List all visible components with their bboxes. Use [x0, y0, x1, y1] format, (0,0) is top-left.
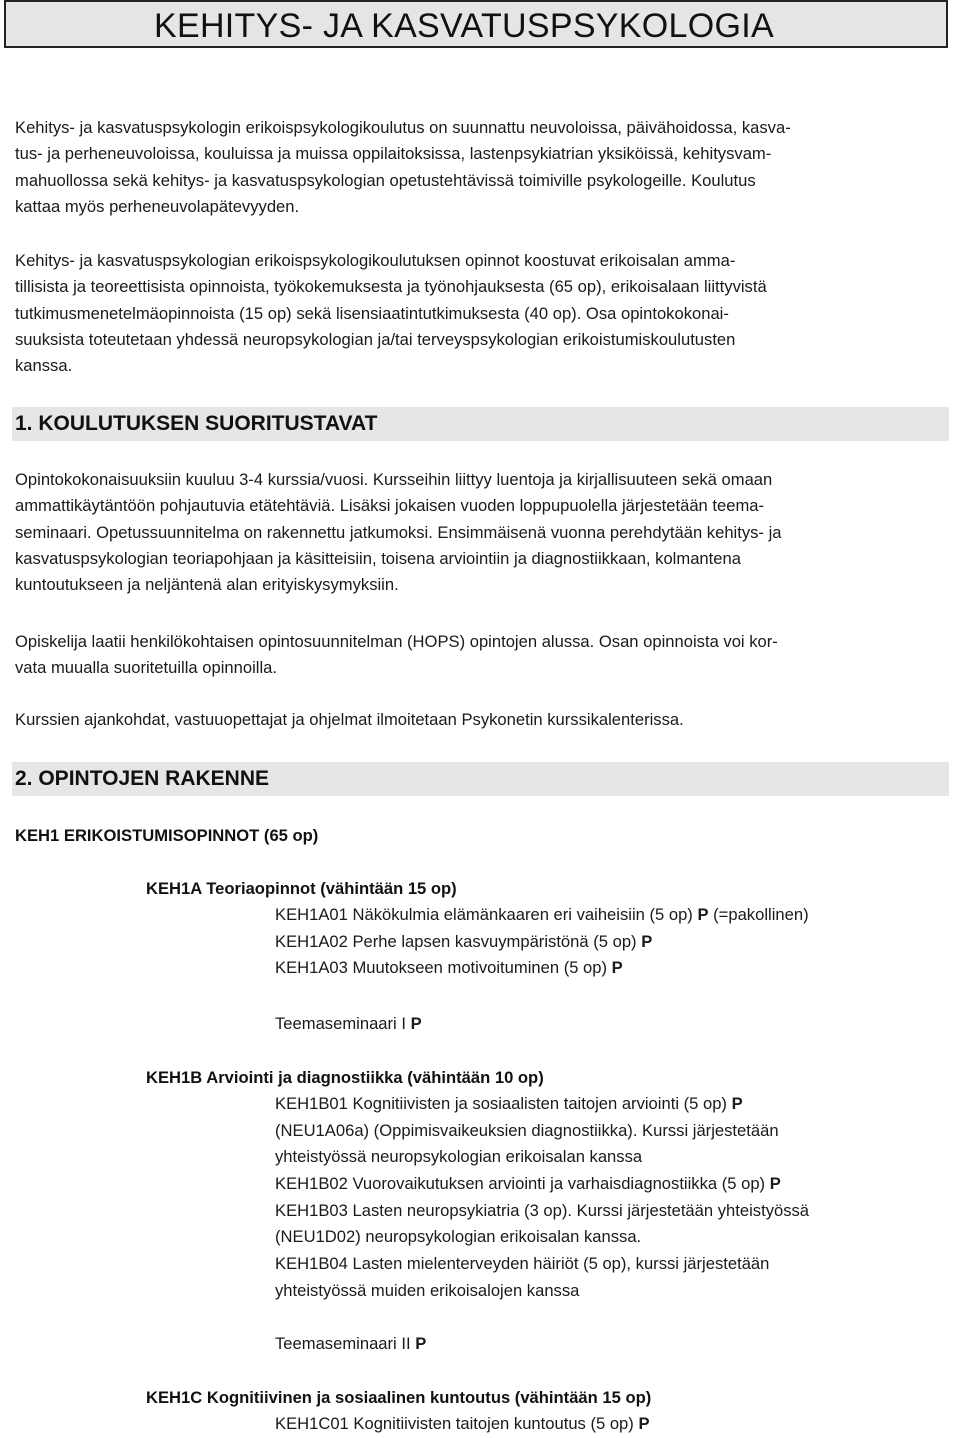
text-line: suuksista toteutetaan yhdessä neuropsykologian ja/tai terveyspsykologian erikoistumiskoulutusten — [15, 329, 736, 349]
mandatory-legend: (=pakollinen) — [708, 905, 809, 924]
course-note: (NEU1A06a) (Oppimisvaikeuksien diagnostiikka). Kurssi järjestetään — [275, 1120, 779, 1140]
text-line: Opintokokonaisuuksiin kuuluu 3-4 kurssia/vuosi. Kursseihin liittyy luentoja ja kirjallisuuteen sekä omaan — [15, 470, 773, 489]
course-item — [275, 1171, 809, 1198]
group-b-seminar — [275, 1331, 426, 1358]
section-2-heading: 2. OPINTOJEN RAKENNE — [15, 767, 269, 790]
mandatory-mark: P — [410, 1014, 422, 1033]
group-c-title: KEH1C Kognitiivinen ja sosiaalinen kuntoutus (vähintään 15 op) — [146, 1388, 652, 1407]
mandatory-mark: P — [415, 1334, 427, 1353]
intro-paragraph — [15, 115, 945, 220]
course-note: yhteistyössä neuropsykologian erikoisalan kanssa — [275, 1147, 643, 1167]
seminar-text: Teemaseminaari II — [275, 1334, 416, 1353]
mandatory-mark: P — [611, 958, 623, 978]
course-text: KEH1B02 Vuorovaikutuksen arviointi ja varhaisdiagnostiikka (5 op) — [275, 1174, 770, 1194]
keh1-title: KEH1 ERIKOISTUMISOPINNOT (65 op) — [15, 826, 319, 845]
text-line: ammattikäytäntöön pohjautuvia etätehtäviä. Lisäksi jokaisen vuoden loppupuolella järjestetään teema- — [15, 496, 765, 516]
text-line: kanssa. — [15, 356, 73, 376]
section-1-heading: 1. KOULUTUKSEN SUORITUSTAVAT — [15, 412, 378, 435]
course-item: KEH1B03 Lasten neuropsykiatria (3 op). Kurssi järjestetään yhteistyössä — [275, 1200, 810, 1220]
mandatory-mark: P — [641, 931, 653, 951]
course-text: KEH1B01 Kognitiivisten ja sosiaalisten taitojen arviointi (5 op) — [275, 1094, 732, 1113]
group-a-course-list — [275, 902, 809, 982]
course-item — [275, 1411, 650, 1438]
mandatory-mark: P — [697, 905, 709, 924]
text-line: kasvatuspsykologian teoriapohjaan ja käsitteisiin, toisena arviointiin ja diagnostiikkaan, kolmantena — [15, 548, 741, 568]
text-line: seminaari. Opetussuunnitelma on rakennettu jatkumoksi. Ensimmäisenä vuonna perehdytään kehitys- ja — [15, 522, 782, 542]
course-item — [275, 929, 809, 956]
text-line: tus- ja perheneuvoloissa, kouluissa ja muissa oppilaitoksissa, lastenpsykiatrian yksiköissä, kehitysvam- — [15, 144, 772, 164]
text-line: vata muualla suoritetuilla opinnoilla. — [15, 658, 277, 678]
course-item — [275, 955, 809, 982]
text-line: Kurssien ajankohdat, vastuuopettajat ja ohjelmat ilmoitetaan Psykonetin kurssikalenterissa. — [15, 710, 684, 729]
text-line: tillisista ja teoreettisista opinnoista, työkokemuksesta ja työnohjauksesta (65 op), erikoisalaan liittyvistä — [15, 277, 767, 297]
mandatory-mark: P — [638, 1414, 650, 1433]
mandatory-mark: P — [769, 1174, 781, 1194]
group-c-course-list — [275, 1411, 650, 1438]
course-note: (NEU1D02) neuropsykologian erikoisalan kanssa. — [275, 1227, 642, 1247]
page-title: KEHITYS- JA KASVATUSPSYKOLOGIA — [154, 7, 774, 45]
text-line: Kehitys- ja kasvatuspsykologian erikoispsykologikoulutuksen opinnot koostuvat erikoisalan amma- — [15, 251, 736, 270]
text-line: Opiskelija laatii henkilökohtaisen opintosuunnitelman (HOPS) opintojen alussa. Osan opinnoista voi kor- — [15, 632, 778, 651]
group-b-course-list — [275, 1091, 809, 1305]
section-1-paragraph-2 — [15, 629, 945, 682]
group-a-title: KEH1A Teoriaopinnot (vähintään 15 op) — [146, 879, 457, 898]
seminar-text: Teemaseminaari I — [275, 1014, 411, 1033]
course-item — [275, 902, 809, 929]
section-2-heading-bar — [12, 762, 949, 796]
structure-paragraph — [15, 248, 945, 379]
course-note: yhteistyössä muiden erikoisalojen kanssa — [275, 1280, 580, 1300]
mandatory-mark: P — [731, 1094, 743, 1113]
section-1-paragraph-3 — [15, 707, 945, 733]
group-a-seminar — [275, 1011, 422, 1038]
course-text: KEH1C01 Kognitiivisten taitojen kuntoutus (5 op) — [275, 1414, 639, 1433]
course-item — [275, 1091, 809, 1118]
text-line: Kehitys- ja kasvatuspsykologin erikoispsykologikoulutus on suunnattu neuvoloissa, päivähoidossa, kasva- — [15, 118, 791, 137]
course-text: KEH1A01 Näkökulmia elämänkaaren eri vaiheisiin (5 op) — [275, 905, 698, 924]
section-1-heading-bar — [12, 407, 949, 441]
text-line: mahuollossa sekä kehitys- ja kasvatuspsykologian opetustehtävissä toimiville psykologeille. Koulutus — [15, 170, 756, 190]
title-banner — [4, 0, 948, 48]
group-b-title: KEH1B Arviointi ja diagnostiikka (vähintään 10 op) — [146, 1068, 544, 1087]
text-line: kuntoutukseen ja neljäntenä alan erityiskysymyksiin. — [15, 575, 399, 595]
course-text: KEH1A03 Muutokseen motivoituminen (5 op) — [275, 958, 612, 978]
course-item: KEH1B04 Lasten mielenterveyden häiriöt (5 op), kurssi järjestetään — [275, 1254, 770, 1274]
text-line: kattaa myös perheneuvolapätevyyden. — [15, 196, 300, 216]
course-text: KEH1A02 Perhe lapsen kasvuympäristönä (5 op) — [275, 931, 642, 951]
seminar-item — [275, 1011, 422, 1038]
section-1-paragraph-1 — [15, 467, 945, 598]
seminar-item — [275, 1331, 426, 1358]
text-line: tutkimusmenetelmäopinnoista (15 op) sekä lisensiaatintutkimuksesta (40 op). Osa opintokokonai- — [15, 303, 729, 323]
